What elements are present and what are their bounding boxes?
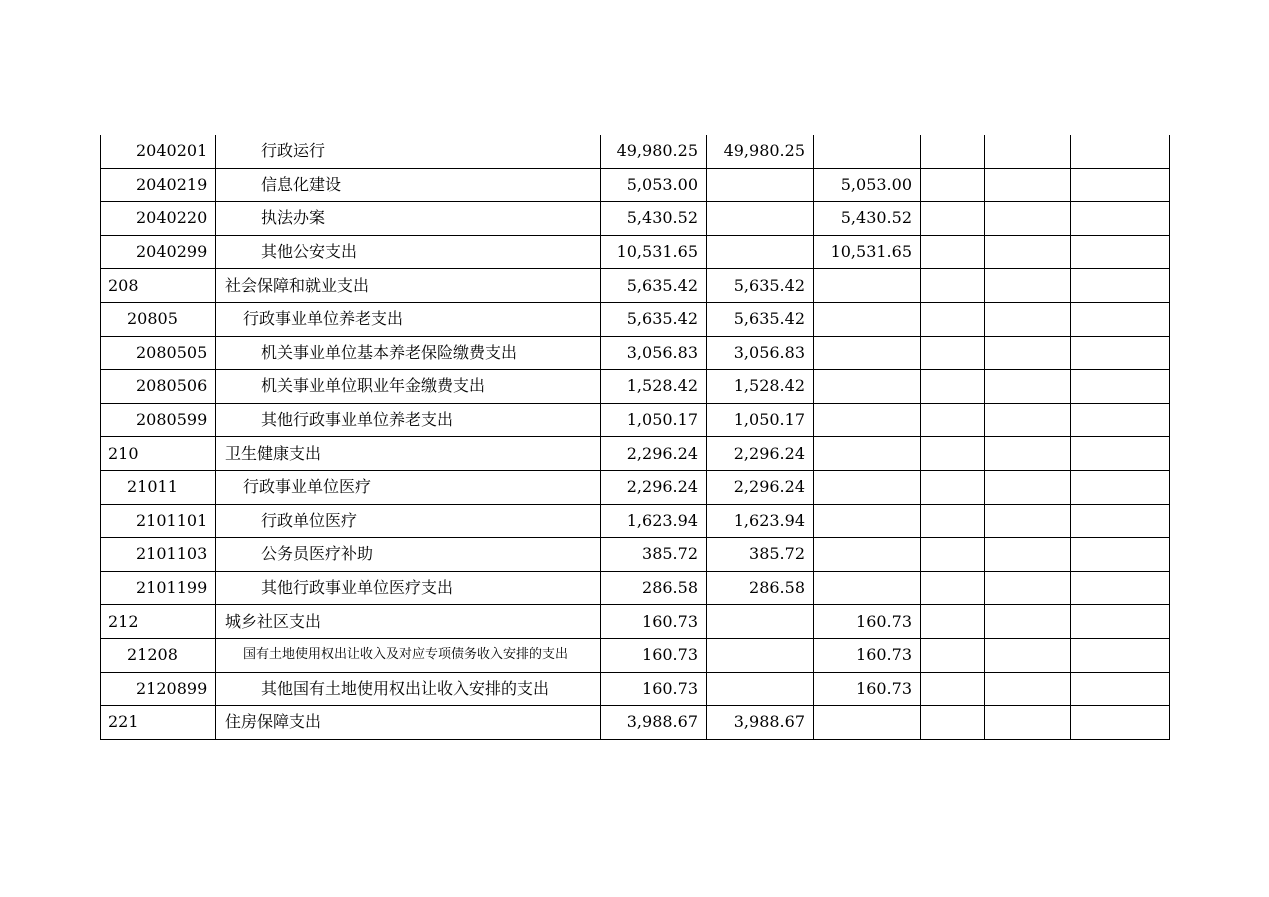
subject-name-cell: 信息化建设: [216, 168, 601, 202]
empty-cell: [921, 605, 985, 639]
empty-cell: [985, 235, 1071, 269]
subject-name-cell: 机关事业单位职业年金缴费支出: [216, 370, 601, 404]
empty-cell: [985, 135, 1071, 168]
subject-name-cell: 其他行政事业单位医疗支出: [216, 571, 601, 605]
empty-cell: [985, 269, 1071, 303]
empty-cell: [921, 235, 985, 269]
basic-expenditure-cell: [707, 672, 814, 706]
subject-name-cell: 其他国有土地使用权出让收入安排的支出: [216, 672, 601, 706]
table-row: [101, 706, 1170, 740]
table-row: [101, 638, 1170, 672]
total-amount-cell: 385.72: [601, 538, 707, 572]
subject-name-cell: 国有土地使用权出让收入及对应专项债务收入安排的支出: [216, 638, 601, 672]
table-row: [101, 336, 1170, 370]
subject-code-cell: 21208: [101, 638, 216, 672]
empty-cell: [921, 202, 985, 236]
table-row: [101, 538, 1170, 572]
table-row: [101, 168, 1170, 202]
project-expenditure-cell: 160.73: [814, 605, 921, 639]
total-amount-cell: 5,635.42: [601, 302, 707, 336]
subject-code-cell: 2040201: [101, 135, 216, 168]
empty-cell: [1071, 135, 1170, 168]
table-row: [101, 370, 1170, 404]
empty-cell: [921, 370, 985, 404]
project-expenditure-cell: 10,531.65: [814, 235, 921, 269]
table-row: [101, 269, 1170, 303]
subject-name-cell: 城乡社区支出: [216, 605, 601, 639]
empty-cell: [921, 571, 985, 605]
empty-cell: [921, 269, 985, 303]
subject-code-cell: 2040299: [101, 235, 216, 269]
basic-expenditure-cell: 1,528.42: [707, 370, 814, 404]
total-amount-cell: 2,296.24: [601, 437, 707, 471]
table-row: [101, 235, 1170, 269]
empty-cell: [921, 638, 985, 672]
basic-expenditure-cell: 5,635.42: [707, 269, 814, 303]
empty-cell: [985, 168, 1071, 202]
project-expenditure-cell: 5,430.52: [814, 202, 921, 236]
empty-cell: [985, 571, 1071, 605]
subject-name-cell: 行政单位医疗: [216, 504, 601, 538]
subject-code-cell: 2120899: [101, 672, 216, 706]
subject-name-cell: 其他公安支出: [216, 235, 601, 269]
basic-expenditure-cell: 5,635.42: [707, 302, 814, 336]
table-row: [101, 403, 1170, 437]
empty-cell: [985, 706, 1071, 740]
subject-code-cell: 210: [101, 437, 216, 471]
subject-code-cell: 212: [101, 605, 216, 639]
empty-cell: [1071, 302, 1170, 336]
subject-code-cell: 2080506: [101, 370, 216, 404]
basic-expenditure-cell: [707, 605, 814, 639]
empty-cell: [921, 135, 985, 168]
total-amount-cell: 49,980.25: [601, 135, 707, 168]
empty-cell: [985, 672, 1071, 706]
project-expenditure-cell: [814, 336, 921, 370]
empty-cell: [1071, 235, 1170, 269]
basic-expenditure-cell: [707, 202, 814, 236]
empty-cell: [1071, 571, 1170, 605]
table-row: [101, 605, 1170, 639]
table-row: [101, 571, 1170, 605]
empty-cell: [1071, 370, 1170, 404]
subject-code-cell: 2101199: [101, 571, 216, 605]
total-amount-cell: 3,056.83: [601, 336, 707, 370]
empty-cell: [1071, 706, 1170, 740]
basic-expenditure-cell: [707, 235, 814, 269]
table-row: [101, 135, 1170, 168]
basic-expenditure-cell: 3,988.67: [707, 706, 814, 740]
subject-name-cell: 机关事业单位基本养老保险缴费支出: [216, 336, 601, 370]
project-expenditure-cell: [814, 135, 921, 168]
empty-cell: [985, 470, 1071, 504]
project-expenditure-cell: [814, 302, 921, 336]
subject-code-cell: 2080505: [101, 336, 216, 370]
empty-cell: [1071, 336, 1170, 370]
project-expenditure-cell: 160.73: [814, 672, 921, 706]
table-row: [101, 672, 1170, 706]
subject-name-cell: 其他行政事业单位养老支出: [216, 403, 601, 437]
empty-cell: [985, 504, 1071, 538]
subject-name-cell: 行政事业单位医疗: [216, 470, 601, 504]
empty-cell: [1071, 504, 1170, 538]
project-expenditure-cell: [814, 470, 921, 504]
empty-cell: [921, 504, 985, 538]
table-row: [101, 470, 1170, 504]
subject-code-cell: 2080599: [101, 403, 216, 437]
basic-expenditure-cell: [707, 168, 814, 202]
project-expenditure-cell: [814, 269, 921, 303]
total-amount-cell: 160.73: [601, 605, 707, 639]
empty-cell: [985, 336, 1071, 370]
empty-cell: [921, 538, 985, 572]
basic-expenditure-cell: 286.58: [707, 571, 814, 605]
empty-cell: [921, 336, 985, 370]
project-expenditure-cell: [814, 571, 921, 605]
total-amount-cell: 2,296.24: [601, 470, 707, 504]
total-amount-cell: 160.73: [601, 672, 707, 706]
subject-name-cell: 执法办案: [216, 202, 601, 236]
empty-cell: [1071, 538, 1170, 572]
project-expenditure-cell: [814, 706, 921, 740]
total-amount-cell: 1,623.94: [601, 504, 707, 538]
empty-cell: [985, 403, 1071, 437]
total-amount-cell: 1,528.42: [601, 370, 707, 404]
subject-name-cell: 行政运行: [216, 135, 601, 168]
empty-cell: [985, 370, 1071, 404]
empty-cell: [985, 538, 1071, 572]
total-amount-cell: 5,635.42: [601, 269, 707, 303]
basic-expenditure-cell: 49,980.25: [707, 135, 814, 168]
basic-expenditure-cell: 385.72: [707, 538, 814, 572]
empty-cell: [921, 168, 985, 202]
subject-code-cell: 21011: [101, 470, 216, 504]
subject-code-cell: 2040220: [101, 202, 216, 236]
subject-code-cell: 221: [101, 706, 216, 740]
subject-code-cell: 2101101: [101, 504, 216, 538]
table-row: [101, 437, 1170, 471]
subject-code-cell: 2101103: [101, 538, 216, 572]
project-expenditure-cell: [814, 538, 921, 572]
table-row: [101, 504, 1170, 538]
total-amount-cell: 5,430.52: [601, 202, 707, 236]
basic-expenditure-cell: 3,056.83: [707, 336, 814, 370]
subject-code-cell: 20805: [101, 302, 216, 336]
project-expenditure-cell: [814, 370, 921, 404]
project-expenditure-cell: 160.73: [814, 638, 921, 672]
subject-name-cell: 公务员医疗补助: [216, 538, 601, 572]
project-expenditure-cell: 5,053.00: [814, 168, 921, 202]
basic-expenditure-cell: 1,623.94: [707, 504, 814, 538]
empty-cell: [985, 302, 1071, 336]
empty-cell: [985, 638, 1071, 672]
total-amount-cell: 1,050.17: [601, 403, 707, 437]
total-amount-cell: 5,053.00: [601, 168, 707, 202]
empty-cell: [1071, 437, 1170, 471]
empty-cell: [921, 437, 985, 471]
empty-cell: [921, 672, 985, 706]
project-expenditure-cell: [814, 504, 921, 538]
empty-cell: [921, 706, 985, 740]
basic-expenditure-cell: 2,296.24: [707, 470, 814, 504]
empty-cell: [1071, 168, 1170, 202]
empty-cell: [1071, 403, 1170, 437]
subject-name-cell: 社会保障和就业支出: [216, 269, 601, 303]
empty-cell: [985, 605, 1071, 639]
table-body: [101, 135, 1170, 739]
project-expenditure-cell: [814, 403, 921, 437]
project-expenditure-cell: [814, 437, 921, 471]
empty-cell: [1071, 672, 1170, 706]
total-amount-cell: 3,988.67: [601, 706, 707, 740]
empty-cell: [985, 437, 1071, 471]
subject-code-cell: 2040219: [101, 168, 216, 202]
empty-cell: [1071, 470, 1170, 504]
empty-cell: [1071, 638, 1170, 672]
subject-name-cell: 住房保障支出: [216, 706, 601, 740]
basic-expenditure-cell: 2,296.24: [707, 437, 814, 471]
table-row: [101, 202, 1170, 236]
empty-cell: [1071, 269, 1170, 303]
empty-cell: [921, 403, 985, 437]
total-amount-cell: 286.58: [601, 571, 707, 605]
basic-expenditure-cell: [707, 638, 814, 672]
empty-cell: [985, 202, 1071, 236]
subject-name-cell: 行政事业单位养老支出: [216, 302, 601, 336]
total-amount-cell: 160.73: [601, 638, 707, 672]
total-amount-cell: 10,531.65: [601, 235, 707, 269]
basic-expenditure-cell: 1,050.17: [707, 403, 814, 437]
subject-name-cell: 卫生健康支出: [216, 437, 601, 471]
empty-cell: [1071, 202, 1170, 236]
expenditure-table: [100, 135, 1170, 740]
table-row: [101, 302, 1170, 336]
empty-cell: [921, 470, 985, 504]
empty-cell: [921, 302, 985, 336]
empty-cell: [1071, 605, 1170, 639]
subject-code-cell: 208: [101, 269, 216, 303]
